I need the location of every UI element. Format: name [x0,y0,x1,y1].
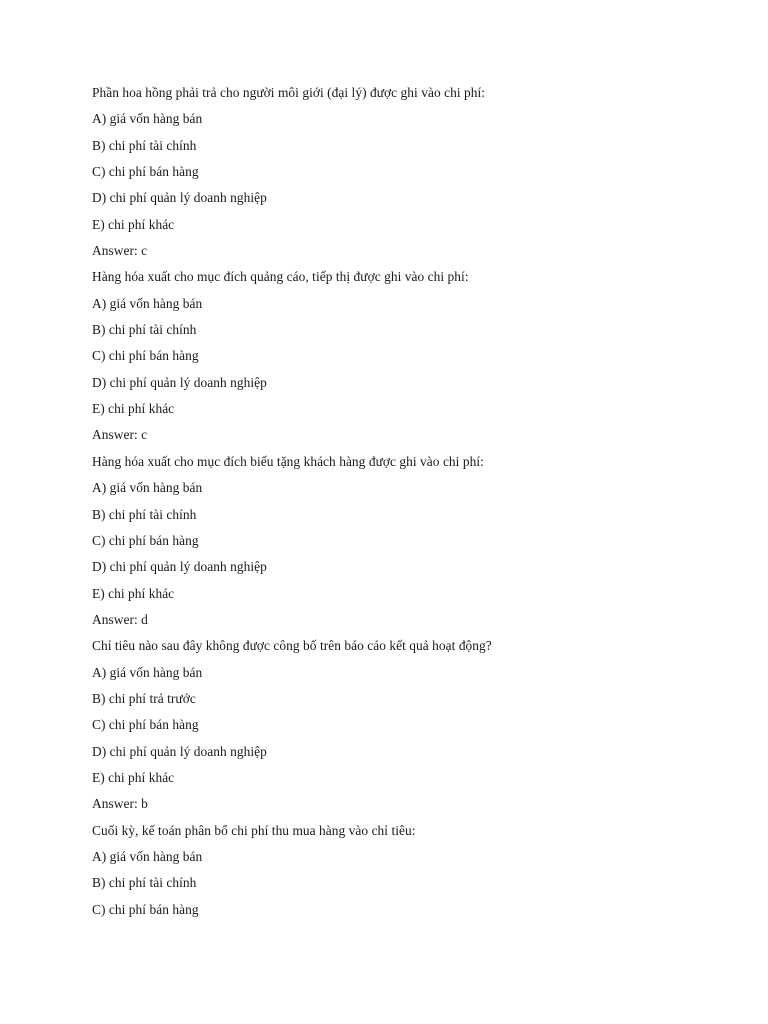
option-d: D) chi phí quản lý doanh nghiệp [92,743,267,759]
document-page [92,84,732,927]
option-a: A) giá vốn hàng bán [92,111,203,127]
question-text: Hàng hóa xuất cho mục đích biếu tặng khách hàng được ghi vào chi phí: [92,453,484,469]
option-a: A) giá vốn hàng bán [92,295,203,311]
option-c: C) chi phí bán hàng [92,348,199,364]
answer-text: Answer: b [92,796,148,812]
option-c: C) chi phí bán hàng [92,164,199,180]
question-text: Chỉ tiêu nào sau đây không được công bố trên báo cáo kết quả hoạt động? [92,638,492,654]
option-c: C) chi phí bán hàng [92,717,199,733]
question-text: Cuối kỳ, kế toán phân bổ chi phí thu mua hàng vào chỉ tiêu: [92,822,416,838]
question-text: Phần hoa hồng phải trả cho người môi giới (đại lý) được ghi vào chi phí: [92,85,486,100]
option-e: E) chi phí khác [92,585,175,601]
option-c: C) chi phí bán hàng [92,901,199,917]
option-a: A) giá vốn hàng bán [92,480,203,496]
option-d: D) chi phí quản lý doanh nghiệp [92,374,267,390]
option-a: A) giá vốn hàng bán [92,848,203,864]
option-a: A) giá vốn hàng bán [92,664,203,680]
option-b: B) chi phí tài chính [92,506,197,522]
question-block [92,268,732,444]
option-e: E) chi phí khác [92,401,175,417]
option-b: B) chi phí tài chính [92,875,197,891]
question-block [92,637,732,813]
question-text: Hàng hóa xuất cho mục đích quảng cáo, tiếp thị được ghi vào chi phí: [92,269,469,285]
option-e: E) chi phí khác [92,216,175,232]
option-e: E) chi phí khác [92,769,175,785]
question-block [92,453,732,629]
question-block [92,822,732,919]
option-b: B) chi phí trả trước [92,690,196,706]
answer-text: Answer: c [92,243,148,259]
option-d: D) chi phí quản lý doanh nghiệp [92,559,267,575]
option-c: C) chi phí bán hàng [92,532,199,548]
question-block [92,84,732,260]
option-b: B) chi phí tài chính [92,322,197,338]
option-d: D) chi phí quản lý doanh nghiệp [92,190,267,206]
answer-text: Answer: c [92,427,148,443]
answer-text: Answer: d [92,611,148,627]
option-b: B) chi phí tài chính [92,137,197,153]
